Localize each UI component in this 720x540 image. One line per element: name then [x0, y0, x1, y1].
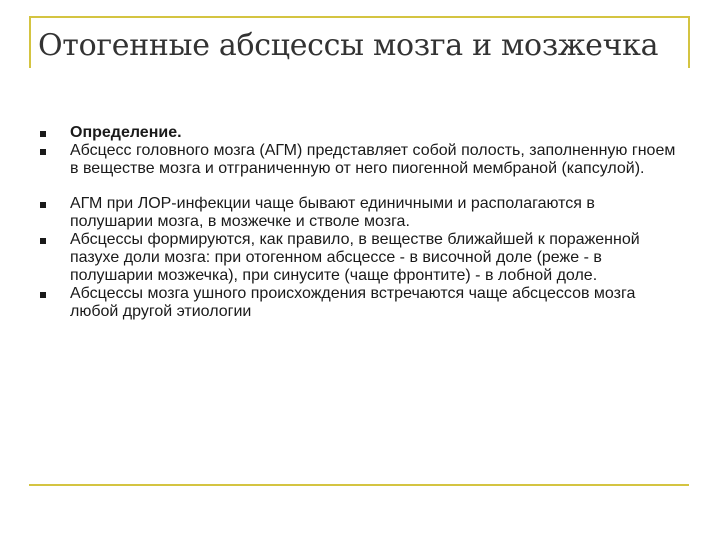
bullet-text: Абсцессы формируются, как правило, в веществе ближайшей к пораженной пазухе доли мозга: при отогенном абсцессе - в височной доле (реже - в полушарии мозжечка), при синусите (чаще фронтите) - в лобной доле. — [70, 231, 640, 284]
square-bullet-icon — [40, 202, 46, 208]
frame-right-line — [688, 16, 690, 68]
frame-top-line — [29, 16, 689, 18]
spacer — [40, 178, 680, 195]
bullet-item-definition — [40, 124, 680, 142]
bullet-text: АГМ при ЛОР-инфекции чаще бывают единичными и располагаются в полушарии мозга, в мозжечке и стволе мозга. — [70, 195, 595, 230]
square-bullet-icon — [40, 292, 46, 298]
bullet-text: Абсцесс головного мозга (АГМ) представляет собой полость, заполненную гноем в веществе мозга и отграниченную от него пиогенной мембраной (капсулой). — [70, 142, 676, 177]
slide-title: Отогенные абсцессы мозга и мозжечка — [38, 28, 659, 63]
frame-bottom-line — [29, 484, 689, 486]
square-bullet-icon — [40, 149, 46, 155]
square-bullet-icon — [40, 131, 46, 137]
bullet-text: Определение. — [70, 124, 182, 141]
square-bullet-icon — [40, 238, 46, 244]
bullet-text: Абсцессы мозга ушного происхождения встречаются чаще абсцессов мозга любой другой этиологии — [70, 285, 636, 320]
frame-left-line — [29, 16, 31, 68]
slide-content — [40, 124, 680, 321]
bullet-item-formation — [40, 231, 680, 285]
bullet-item-localization — [40, 195, 680, 231]
bullet-item-frequency — [40, 285, 680, 321]
bullet-item-description — [40, 142, 680, 178]
